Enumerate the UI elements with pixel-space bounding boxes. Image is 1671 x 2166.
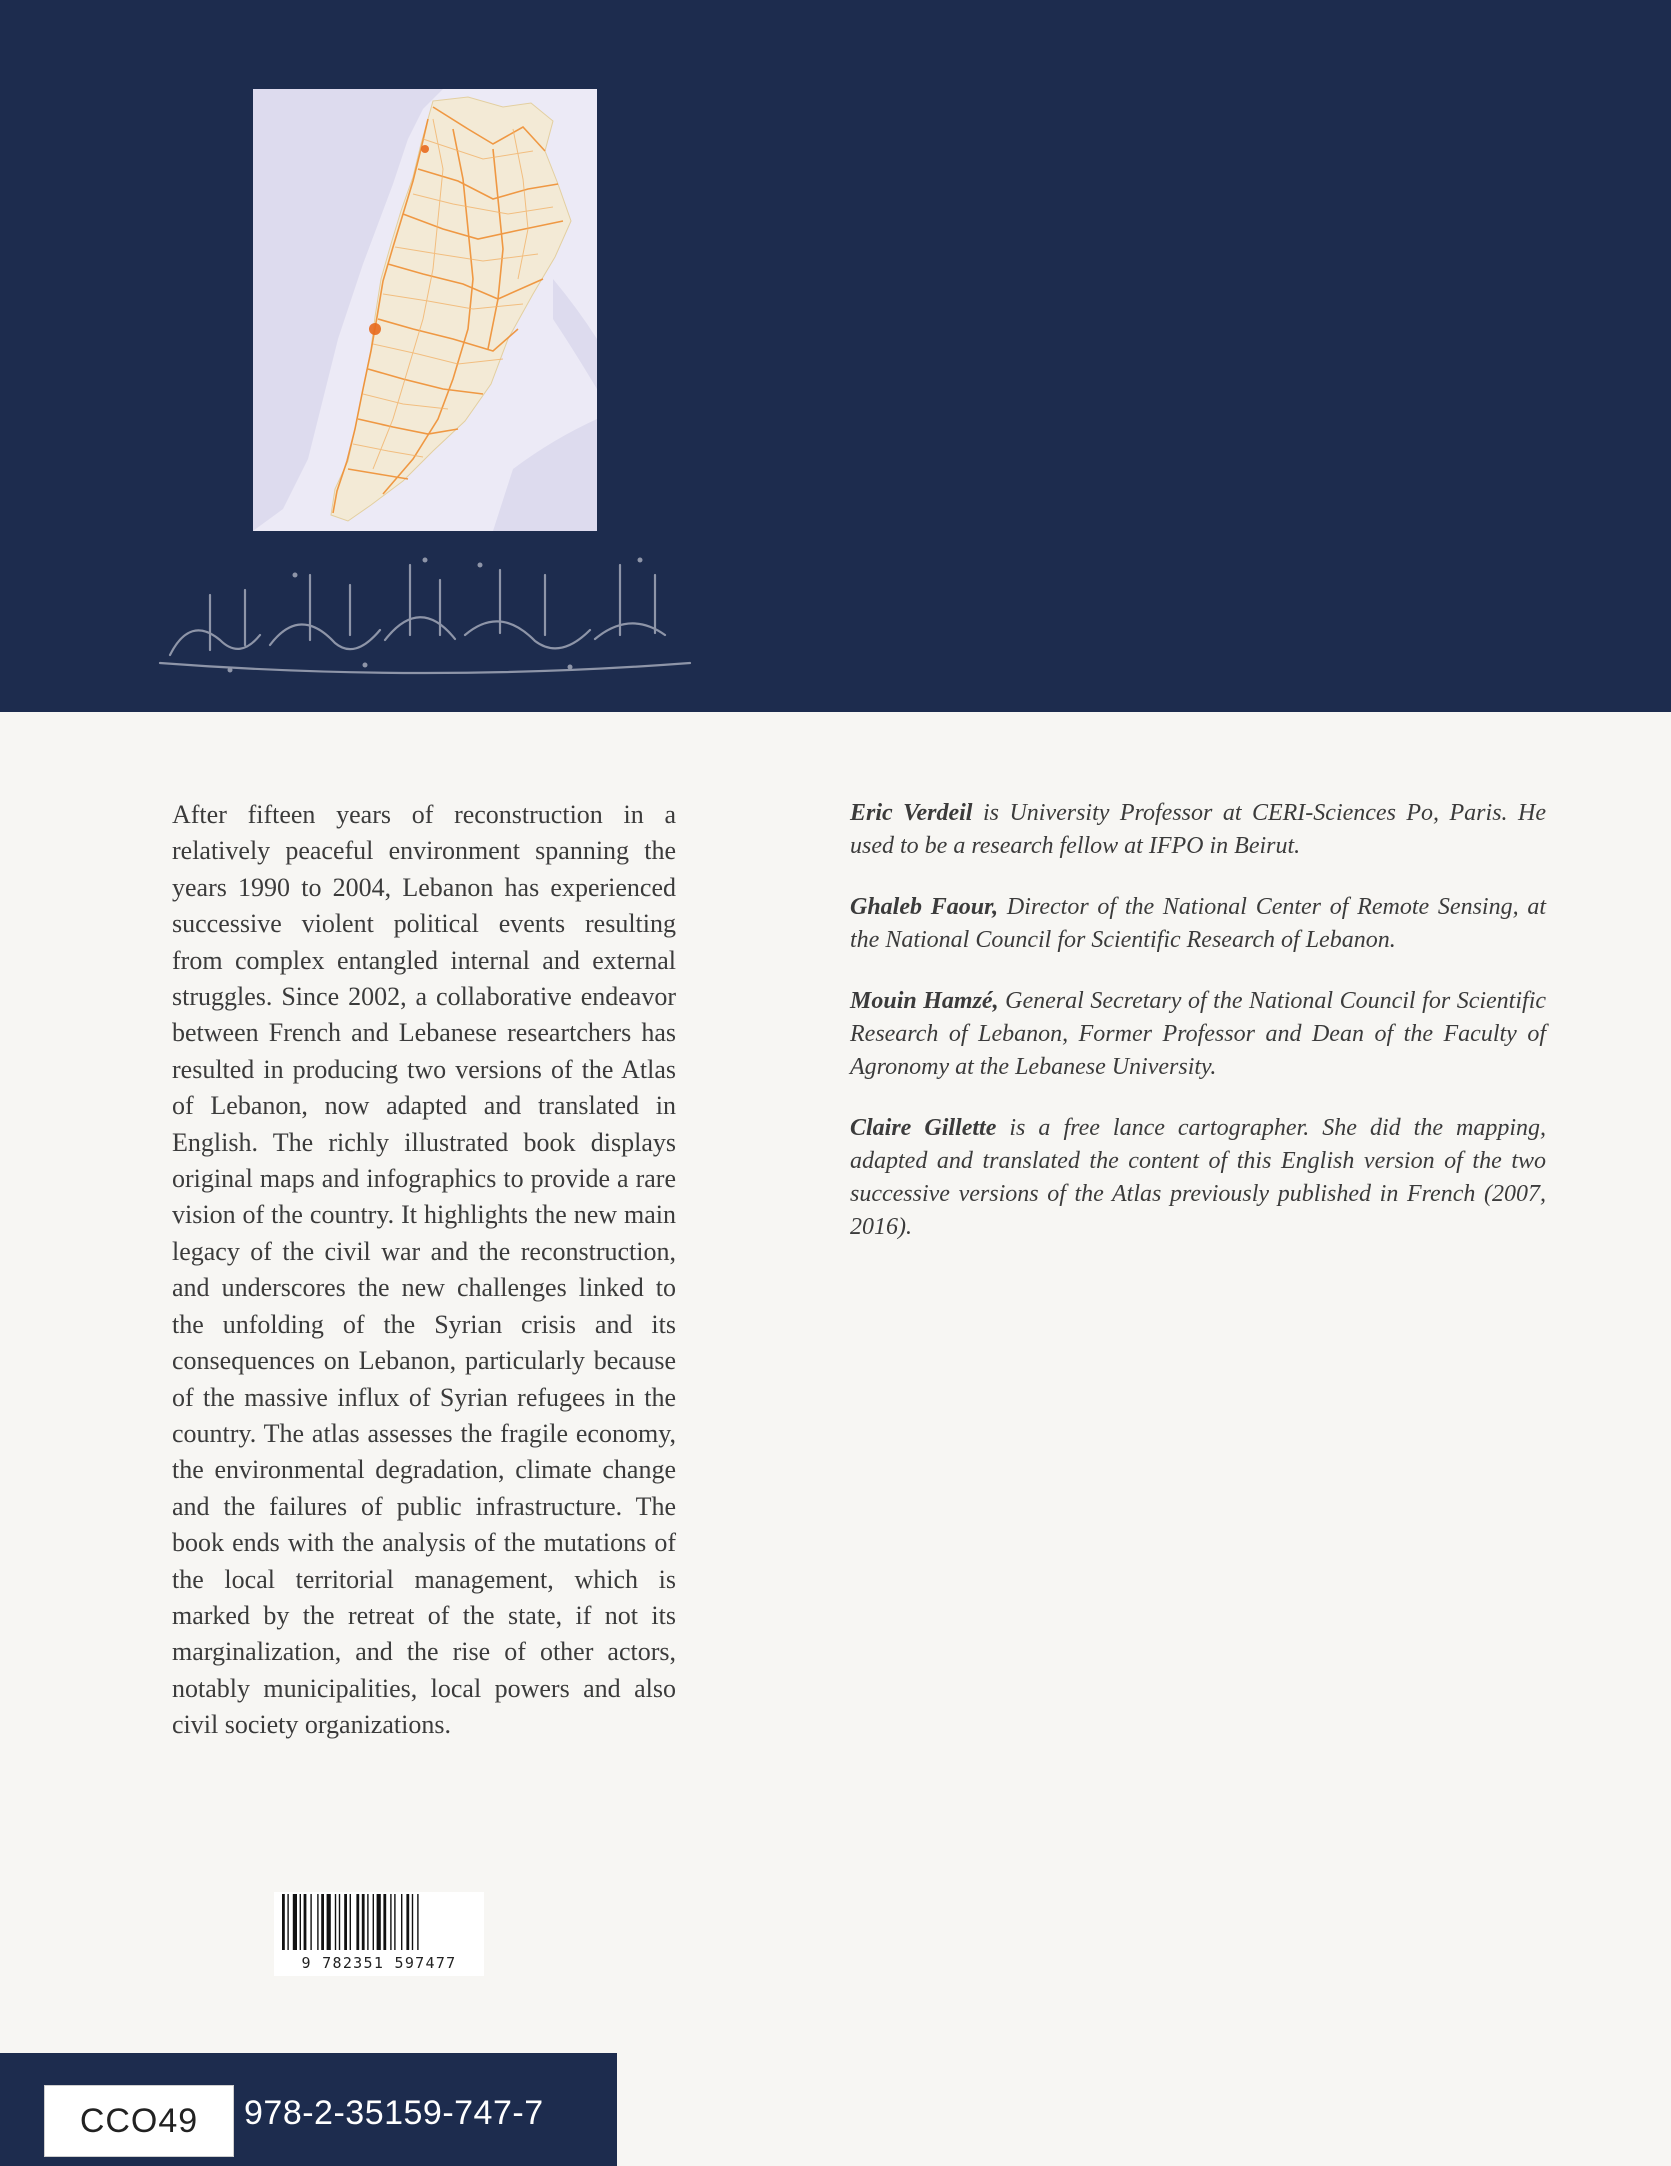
- author-description: General Secretary of the National Council for Scientific Research of Lebanon, Former Professor and Dean of the Faculty of Agronomy at the Lebanese University.: [850, 988, 1547, 1080]
- author-bio: [850, 797, 1546, 863]
- lebanon-map-image: [253, 89, 597, 531]
- institute-logo: [150, 535, 700, 685]
- author-description: Director of the National Center of Remote Sensing, at the National Council for Scientific Research of Lebanon.: [850, 894, 1547, 953]
- author-bio: [850, 1112, 1546, 1244]
- author-bios: [850, 797, 1546, 1272]
- author-name: Eric Verdeil: [850, 800, 973, 826]
- author-description: is a free lance cartographer. She did the mapping, adapted and translated the content of this English version of the two successive versions of the Atlas previously published in French (2007, 2016).: [850, 1115, 1546, 1240]
- author-bio: [850, 891, 1546, 957]
- author-bio: [850, 985, 1546, 1084]
- author-name: Ghaleb Faour,: [850, 894, 999, 920]
- author-description: is University Professor at CERI-Sciences Po, Paris. He used to be a research fellow at IFPO in Beirut.: [850, 800, 1546, 859]
- author-name: Mouin Hamzé,: [850, 988, 999, 1014]
- barcode-bars: [274, 1892, 484, 1952]
- book-description: After fifteen years of reconstruction in a relatively peaceful environment spanning the years 1990 to 2004, Lebanon has experienced successive violent political events resulting from complex entangled internal and external struggles. Since 2002, a collaborative endeavor between French and Lebanese researtchers has resulted in producing two versions of the Atlas of Lebanon, now adapted and translated in English. The richly illustrated book displays original maps and infographics to provide a rare vision of the country. It highlights the new main legacy of the civil war and the reconstruction, and underscores the new challenges linked to the unfolding of the Syrian crisis and its consequences on Lebanon, particularly because of the massive influx of Syrian refugees in the country. The atlas assesses the fragile economy, the environmental degradation, climate change and the failures of public infrastructure. The book ends with the analysis of the mutations of the local territorial management, which is marked by the retreat of the state, if not its marginalization, and the rise of other actors, notably municipalities, local powers and also civil society organizations.: [172, 800, 676, 1740]
- isbn-barcode: [274, 1892, 484, 1976]
- isbn-number: 978-2-35159-747-7: [244, 2094, 544, 2132]
- catalog-code-sticker: CCO49: [44, 2085, 234, 2157]
- barcode-digits: 9 782351 597477: [301, 1954, 457, 1972]
- author-name: Claire Gillette: [850, 1115, 997, 1141]
